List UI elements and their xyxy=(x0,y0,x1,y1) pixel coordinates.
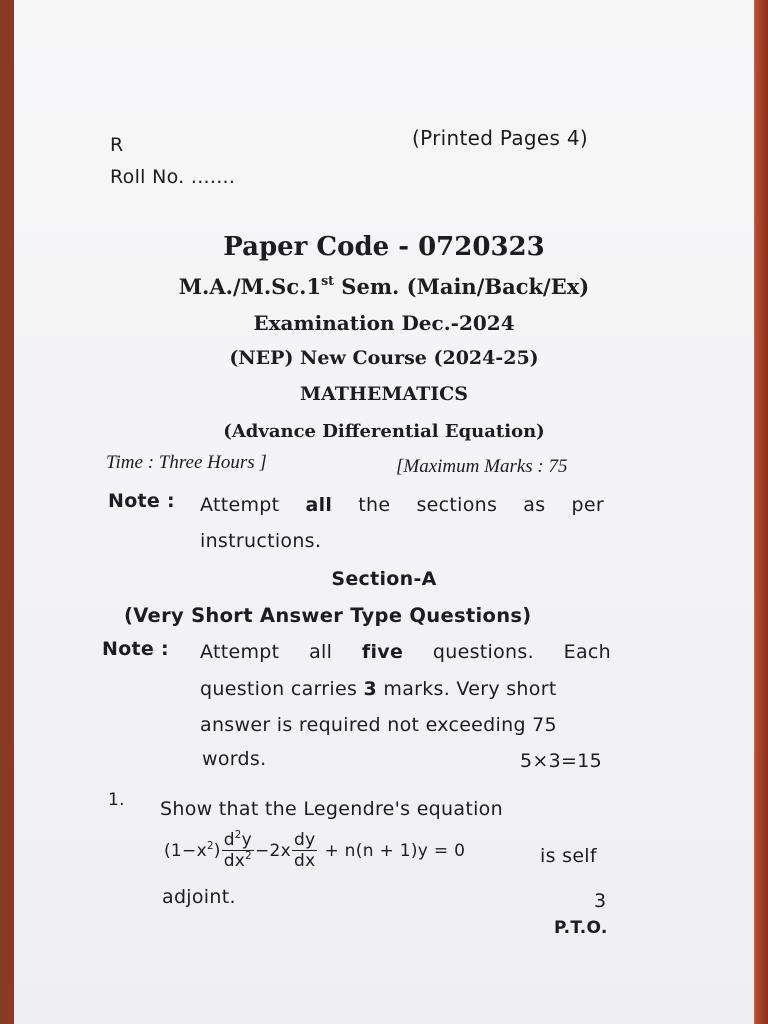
section-note-line3: answer is required not exceeding 75 xyxy=(200,714,557,736)
course-line xyxy=(14,274,754,299)
course-sup: st xyxy=(321,273,334,289)
note-word: Attempt xyxy=(200,494,280,516)
note-word: sections xyxy=(416,494,498,516)
note-word: all xyxy=(305,494,333,516)
marks-count: 3 xyxy=(363,678,378,700)
section-marks: 5×3=15 xyxy=(520,750,602,772)
var-y: y xyxy=(241,830,252,850)
note-word: Attempt xyxy=(200,641,280,663)
section-note-label: Note : xyxy=(102,638,169,660)
frac-denominator: dx xyxy=(293,851,316,871)
paper-code: Paper Code - 0720323 xyxy=(223,232,545,262)
order-sup: 2 xyxy=(245,850,252,862)
note-word: all xyxy=(309,641,333,663)
scheme-line: (NEP) New Course (2024-25) xyxy=(229,347,539,369)
note-word: the xyxy=(358,494,391,516)
series-letter: R xyxy=(110,134,124,156)
note-word: Each xyxy=(563,641,611,663)
course-post: Sem. (Main/Back/Ex) xyxy=(333,274,590,299)
first-derivative-fraction xyxy=(292,830,317,871)
general-note-line2: instructions. xyxy=(200,530,322,552)
page-turn-note: P.T.O. xyxy=(554,918,608,938)
note-text: question carries xyxy=(200,678,364,700)
note-text: marks. Very short xyxy=(377,678,557,700)
eq-paren: ) xyxy=(213,840,221,861)
section-note-line1 xyxy=(200,641,611,663)
section-subheading: (Very Short Answer Type Questions) xyxy=(124,604,532,627)
frac-numerator: dy xyxy=(293,830,316,850)
eq-sup: 2 xyxy=(206,840,214,852)
roll-number: Roll No. ....... xyxy=(110,166,236,188)
note-label: Note : xyxy=(108,490,175,512)
dx-symbol: dx xyxy=(223,851,246,871)
time-allowed: Time : Three Hours ] xyxy=(106,452,267,473)
maximum-marks: [Maximum Marks : 75 xyxy=(396,456,568,477)
section-note-line2 xyxy=(200,678,557,700)
note-word: questions. xyxy=(432,641,534,663)
eq-lead xyxy=(164,841,221,861)
general-note-line xyxy=(200,494,604,516)
printed-pages: (Printed Pages 4) xyxy=(412,126,588,150)
subject-title: MATHEMATICS xyxy=(300,383,468,405)
question-marks: 3 xyxy=(594,890,607,912)
section-heading: Section-A xyxy=(331,568,437,590)
exam-line: Examination Dec.-2024 xyxy=(253,311,515,335)
eq-mid: −2x xyxy=(254,840,291,861)
frac-denominator xyxy=(222,851,254,871)
second-derivative-fraction xyxy=(222,830,254,871)
question-number: 1. xyxy=(108,790,125,810)
note-word: as xyxy=(523,494,546,516)
section-note-line4: words. xyxy=(202,748,267,770)
eq-tail: + n(n + 1)y = 0 xyxy=(324,840,466,861)
course-pre: M.A./M.Sc.1 xyxy=(178,274,322,299)
legendre-equation xyxy=(164,830,465,871)
frac-numerator xyxy=(222,830,254,851)
question-text: Show that the Legendre's equation xyxy=(160,798,503,820)
question-line3: adjoint. xyxy=(162,886,236,908)
order-sup: 2 xyxy=(234,829,242,841)
note-word: per xyxy=(571,494,604,516)
question-trail: is self xyxy=(540,845,597,867)
d-symbol: d xyxy=(223,830,235,850)
exam-paper xyxy=(14,0,754,1024)
note-word: five xyxy=(361,641,404,663)
eq-lead-text: (1−x xyxy=(164,840,207,861)
paper-name: (Advance Differential Equation) xyxy=(223,421,545,442)
